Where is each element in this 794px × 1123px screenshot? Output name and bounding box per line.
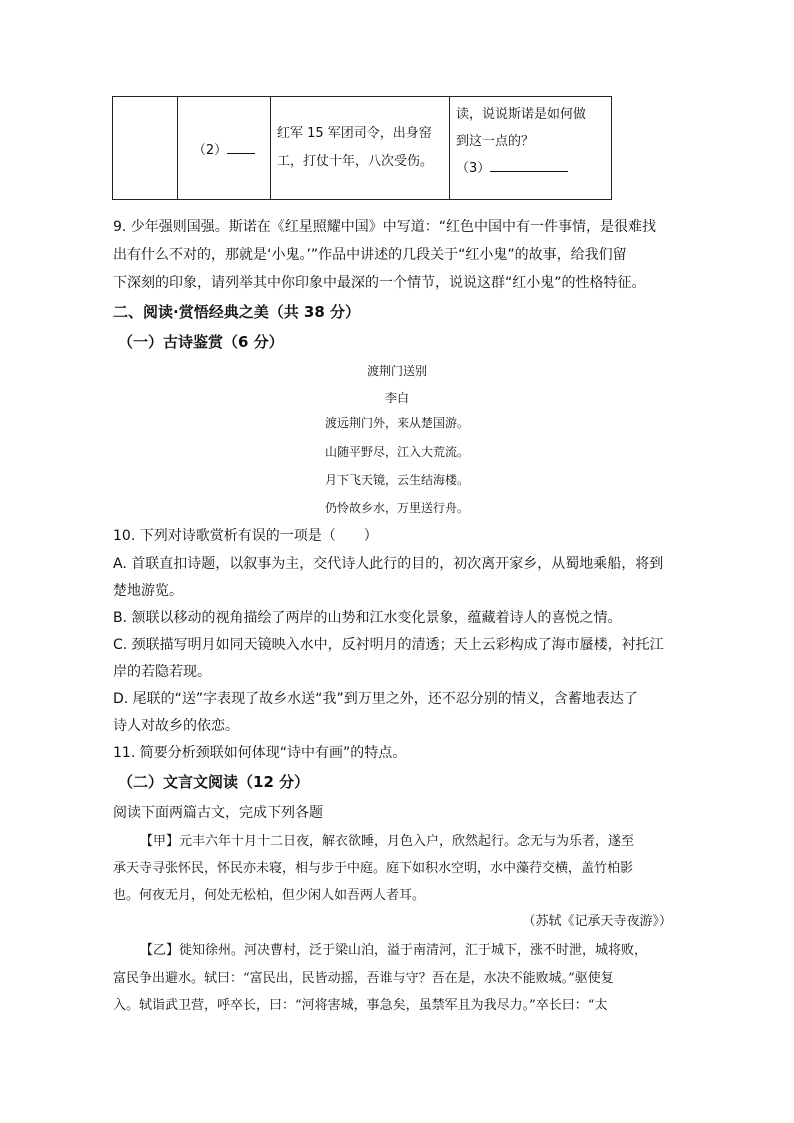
poem-title: 渡荆门送别: [366, 364, 427, 378]
question-line: 读，说说斯诺是如何做: [456, 107, 587, 122]
passage-jia-line: 承天寺寻张怀民，怀民亦未寝，相与步于中庭。庭下如积水空明，水中藻荇交横，盖竹柏影: [113, 861, 634, 876]
q11: 11. 简要分析颈联如何体现“诗中有画”的特点。: [113, 745, 407, 761]
q9-line: 下深刻的印象，请列举其中你印象中最深的一个情节，说说这群“红小鬼”的性格特征。: [113, 275, 646, 291]
answer-blank-2[interactable]: [227, 141, 255, 154]
passage-jia-line: 也。何夜无月，何处无松柏，但少闲人如吾两人者耳。: [113, 888, 426, 903]
passage-yi-line: 入。轼诣武卫营，呼卒长，曰：“河将害城，事急矣，虽禁军且为我尽力。”卒长曰：“太: [113, 998, 608, 1013]
subsection-title: （二）文言文阅读（12 分）: [118, 773, 310, 791]
passage-yi-line: 【乙】徙知徐州。河决曹村，泛于梁山泊，溢于南清河，汇于城下，涨不时泄，城将败，: [140, 943, 648, 958]
poem-line: 渡远荆门外，来从楚国游。: [324, 416, 469, 430]
option-c-cont: 岸的若隐若现。: [113, 664, 211, 680]
passage-jia-line: 【甲】元丰六年十月十二日夜，解衣欲睡，月色入户，欣然起行。念无与为乐者，遂至: [140, 834, 635, 849]
answer-table: [112, 96, 612, 200]
table-cell-question: [450, 97, 612, 200]
description-line: 工，打仗十年，八次受伤。: [277, 154, 434, 169]
table-row: [113, 97, 612, 200]
table-cell-empty: [113, 97, 178, 200]
section-title: 二、阅读·赏悟经典之美（共 38 分）: [113, 303, 361, 321]
q10-stem: 10. 下列对诗歌赏析有误的一项是（ ）: [113, 528, 378, 544]
option-b: B. 颔联以移动的视角描绘了两岸的山势和江水变化景象，蕴藏着诗人的喜悦之情。: [113, 610, 622, 626]
option-a: A. 首联直扣诗题，以叙事为主，交代诗人此行的目的，初次离开家乡，从蜀地乘船，将到: [113, 556, 664, 572]
subsection-title: （一）古诗鉴赏（6 分）: [118, 333, 284, 351]
passage-jia-source: （苏轼《记承天寺夜游》）: [522, 914, 672, 929]
row-number: （2）: [192, 142, 228, 158]
question-number: （3）: [456, 161, 491, 176]
reading-instruction: 阅读下面两篇古文，完成下列各题: [113, 805, 323, 821]
q9-line: 出有什么不对的，那就是‘小鬼。’”作品中讲述的几段关于“红小鬼”的故事，给我们留: [113, 247, 627, 263]
poem-line: 月下飞天镜，云生结海楼。: [324, 473, 469, 487]
option-d-cont: 诗人对故乡的依恋。: [113, 718, 239, 734]
poem-line: 山随平野尽，江入大荒流。: [324, 445, 469, 459]
table-cell-description: [271, 97, 450, 200]
passage-yi-line: 富民争出避水。轼曰：“富民出，民皆动摇，吾谁与守？吾在是，水决不能败城。”驱使复: [113, 971, 614, 986]
option-a-cont: 楚地游览。: [113, 583, 183, 599]
question-line: 到这一点的？: [456, 134, 535, 149]
poem-author: 李白: [384, 391, 409, 405]
option-d: D. 尾联的“送”字表现了故乡水送“我”到万里之外，还不忍分别的情义，含蓄地表达了: [113, 691, 638, 707]
poem-line: 仍怜故乡水，万里送行舟。: [324, 501, 469, 515]
option-c: C. 颈联描写明月如同天镜映入水中，反衬明月的清透；天上云彩构成了海市蜃楼，衬托江: [113, 637, 664, 653]
answer-blank-3[interactable]: [490, 159, 568, 172]
table-cell-number: [178, 97, 271, 200]
q9-line: 9. 少年强则国强。斯诺在《红星照耀中国》中写道：“红色中国中有一件事情，是很难找: [113, 219, 657, 235]
description-line: 红军 15 军团司令，出身窑: [277, 126, 432, 141]
